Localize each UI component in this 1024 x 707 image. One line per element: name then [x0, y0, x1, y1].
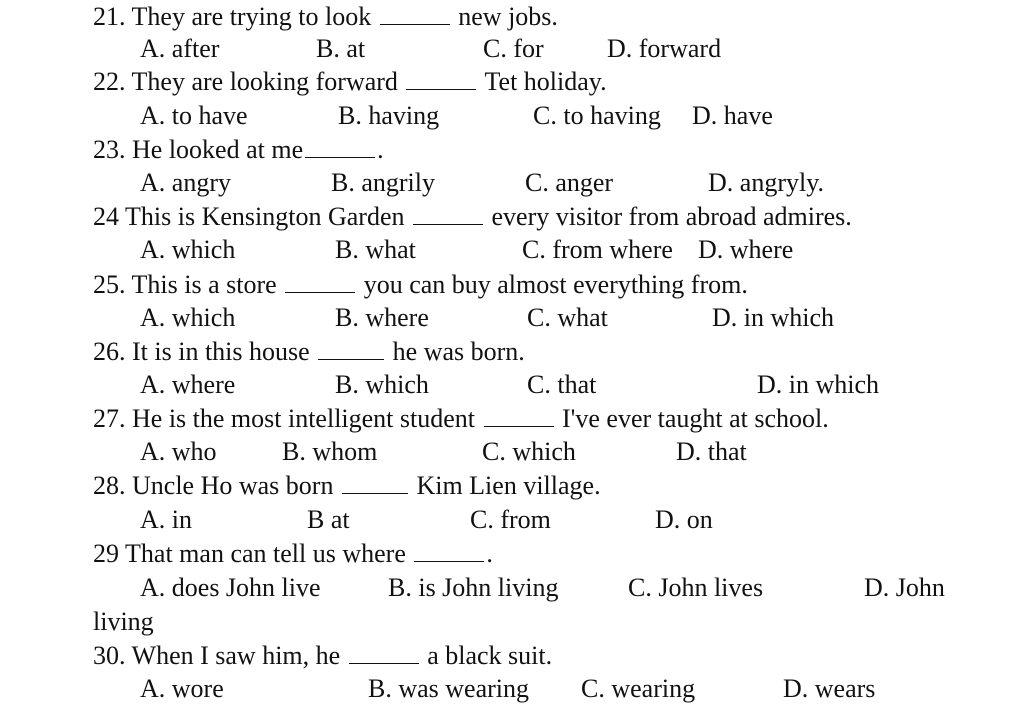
option-b: B. what	[335, 235, 416, 264]
option-b: B at	[307, 505, 350, 534]
option-a: A. angry	[140, 168, 231, 197]
question-stem-before: 22. They are looking forward	[93, 67, 398, 96]
option-a: A. where	[140, 370, 236, 399]
option-d: D. in which	[712, 303, 835, 332]
option-a: A. which	[140, 303, 236, 332]
answer-blank	[380, 0, 450, 25]
question-stem-after: .	[486, 539, 493, 568]
question-24	[93, 200, 852, 233]
option-b: B. having	[338, 101, 440, 130]
option-d: D. in which	[757, 370, 880, 399]
option-c: C. anger	[525, 168, 614, 197]
question-stem-after: .	[377, 135, 384, 164]
option-a: A. wore	[140, 674, 224, 703]
question-23	[93, 133, 384, 166]
option-a: A. who	[140, 437, 217, 466]
option-a: A. in	[140, 505, 192, 534]
option-a: A. does John live	[140, 573, 321, 602]
question-30	[93, 639, 552, 672]
question-22	[93, 65, 607, 98]
question-27	[93, 402, 829, 435]
question-stem-after: a black suit.	[427, 641, 553, 670]
question-26	[93, 335, 525, 368]
option-d: D. wears	[783, 674, 876, 703]
question-stem-before: 24 This is Kensington Garden	[93, 202, 405, 231]
answer-blank	[349, 639, 419, 664]
option-d: D. John	[864, 573, 945, 602]
answer-blank	[318, 335, 384, 360]
question-stem-after: new jobs.	[458, 2, 558, 31]
option-d: D. have	[692, 101, 773, 130]
question-29	[93, 537, 493, 570]
option-c: C. for	[483, 34, 544, 63]
answer-blank	[413, 200, 483, 225]
question-stem-after: Kim Lien village.	[416, 471, 601, 500]
option-c: C. that	[527, 370, 597, 399]
answer-blank	[414, 537, 484, 562]
option-a: A. to have	[140, 101, 248, 130]
question-stem-after: Tet holiday.	[484, 67, 607, 96]
option-a: A. which	[140, 235, 236, 264]
option-d: D. forward	[607, 34, 722, 63]
option-d: D. angryly.	[708, 168, 825, 197]
option-d: D. that	[676, 437, 747, 466]
option-a: A. after	[140, 34, 220, 63]
answer-blank	[305, 133, 375, 158]
answer-blank	[285, 268, 355, 293]
option-c: C. John lives	[628, 573, 764, 602]
option-b: B. at	[316, 34, 366, 63]
question-stem-before: 29 That man can tell us where	[93, 539, 406, 568]
option-c: C. which	[482, 437, 576, 466]
option-b: B. where	[335, 303, 429, 332]
question-stem-after: he was born.	[392, 337, 525, 366]
question-stem-before: 21. They are trying to look	[93, 2, 372, 31]
option-c: C. to having	[533, 101, 661, 130]
answer-blank	[484, 402, 554, 427]
question-stem-before: 28. Uncle Ho was born	[93, 471, 334, 500]
question-stem-after: every visitor from abroad admires.	[491, 202, 852, 231]
option-c: C. from	[470, 505, 551, 534]
option-b: B. angrily	[331, 168, 435, 197]
question-stem-before: 26. It is in this house	[93, 337, 310, 366]
question-stem-before: 27. He is the most intelligent student	[93, 404, 476, 433]
question-stem-before: 25. This is a store	[93, 270, 277, 299]
answer-blank	[406, 65, 476, 90]
option-b: B. was wearing	[368, 674, 530, 703]
option-b: B. which	[335, 370, 429, 399]
option-d: D. on	[655, 505, 713, 534]
question-stem-before: 23. He looked at me	[93, 135, 304, 164]
option-d-continuation: living	[93, 607, 154, 636]
question-stem-after: I've ever taught at school.	[562, 404, 829, 433]
question-stem-after: you can buy almost everything from.	[363, 270, 748, 299]
question-stem-before: 30. When I saw him, he	[93, 641, 341, 670]
question-25	[93, 268, 748, 301]
option-c: C. what	[527, 303, 608, 332]
question-28	[93, 469, 601, 502]
answer-blank	[342, 469, 408, 494]
option-c: C. wearing	[581, 674, 696, 703]
option-b: B. whom	[282, 437, 378, 466]
option-d: D. where	[698, 235, 794, 264]
option-c: C. from where	[522, 235, 673, 264]
question-21	[93, 0, 558, 33]
option-b: B. is John living	[388, 573, 559, 602]
